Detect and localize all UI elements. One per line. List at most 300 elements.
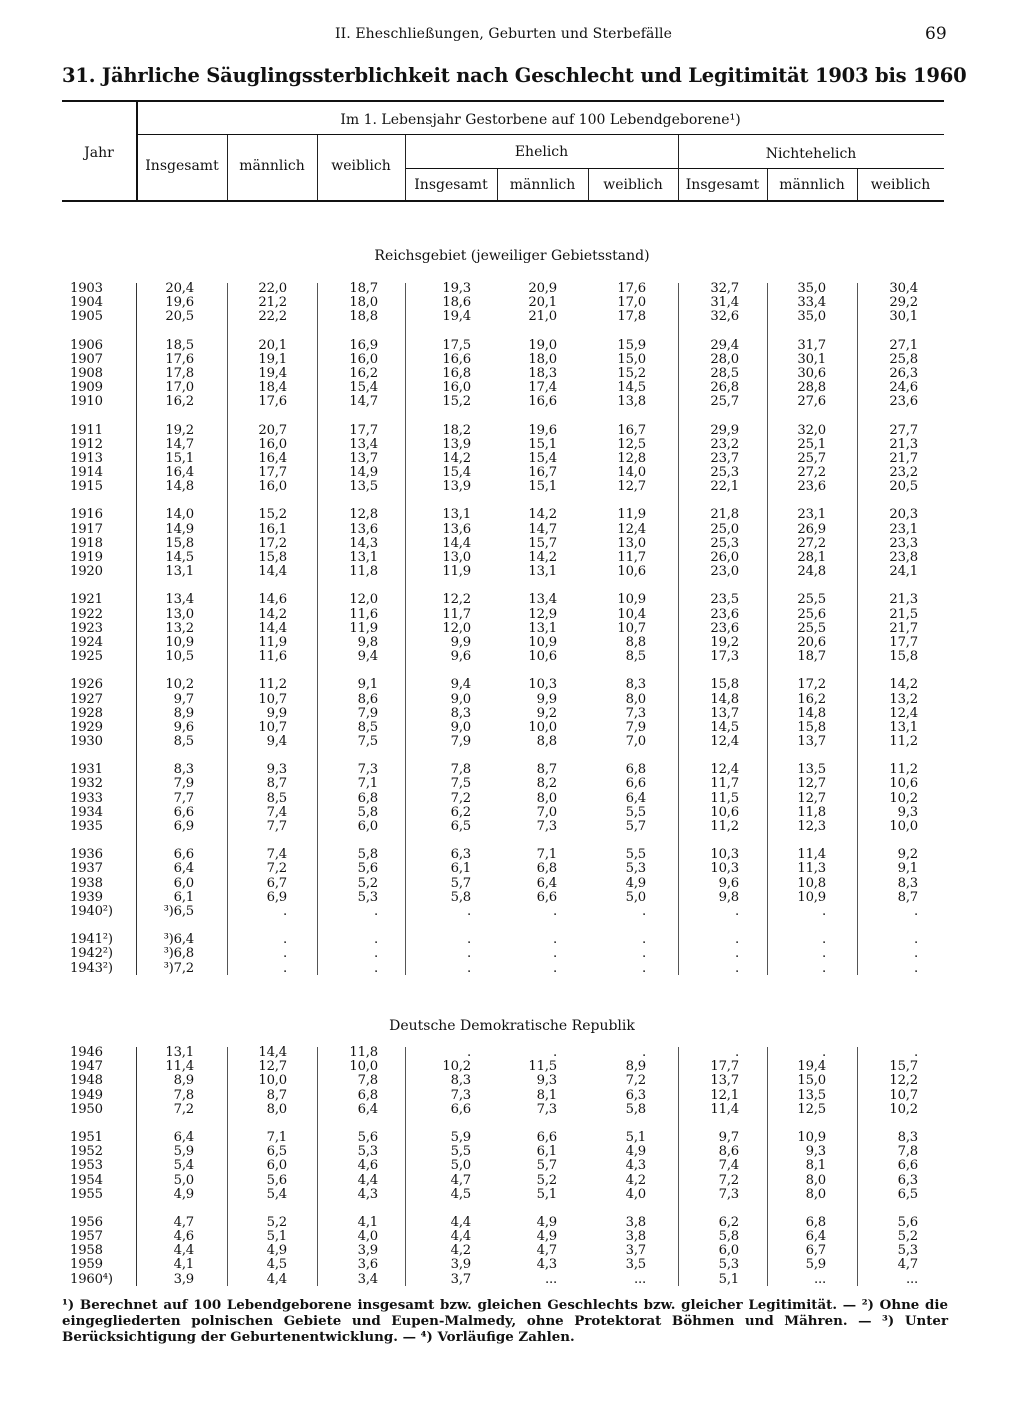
cell-year: 1903	[70, 281, 103, 296]
cell-ehelich-weiblich: 5,8	[625, 1101, 646, 1117]
cell-year: 1914	[70, 465, 103, 481]
cell-ehelich-weiblich: 3,5	[625, 1257, 646, 1273]
column-rule	[136, 283, 137, 975]
cell-ehelich-maennlich: 8,2	[536, 776, 557, 792]
cell-ehelich-weiblich: 15,9	[617, 337, 646, 353]
group-gap	[308, 664, 378, 678]
cell-nichtehelich-maennlich: 12,5	[797, 1101, 826, 1117]
cell-ehelich-insgesamt: 19,3	[442, 281, 471, 296]
group-gap	[124, 579, 194, 593]
cell-year: 1950	[70, 1101, 103, 1117]
cell-nichtehelich-maennlich: .	[822, 946, 826, 962]
cell-year: 1909	[70, 380, 103, 396]
column-rule	[857, 283, 858, 975]
cell-weiblich: 11,6	[349, 606, 378, 622]
cell-nichtehelich-weiblich: 13,2	[889, 691, 918, 707]
cell-insgesamt: 14,5	[165, 550, 194, 565]
cell-maennlich: 20,1	[258, 337, 287, 353]
cell-maennlich: 8,5	[266, 790, 287, 806]
cell-year: 1918	[70, 535, 103, 551]
cell-weiblich: 6,8	[357, 790, 378, 806]
cell-maennlich: 7,4	[266, 847, 287, 863]
cell-year: 1911	[70, 422, 103, 438]
cell-ehelich-insgesamt: 18,2	[442, 422, 471, 438]
cell-year: 1907	[70, 351, 103, 367]
cell-nichtehelich-maennlich: 9,3	[805, 1144, 826, 1160]
cell-nichtehelich-weiblich: 21,3	[889, 436, 918, 452]
cell-nichtehelich-maennlich: 10,8	[797, 875, 826, 891]
group-gap	[576, 579, 646, 593]
cell-nichtehelich-maennlich: 15,8	[797, 719, 826, 735]
cell-nichtehelich-weiblich: 24,6	[889, 380, 918, 396]
column-rule	[227, 1047, 228, 1286]
cell-nichtehelich-weiblich: 27,1	[889, 337, 918, 353]
cell-nichtehelich-insgesamt: 6,0	[718, 1243, 739, 1259]
cell-weiblich: 13,1	[349, 550, 378, 565]
cell-insgesamt: 3,9	[173, 1271, 194, 1287]
cell-ehelich-weiblich: 12,8	[617, 450, 646, 466]
header-insgesamt: Insgesamt	[145, 158, 219, 174]
group-gap	[124, 1117, 194, 1131]
cell-year: 1959	[70, 1257, 103, 1273]
cell-ehelich-insgesamt: 17,5	[442, 337, 471, 353]
cell-year: 1952	[70, 1144, 103, 1160]
cell-nichtehelich-maennlich: 18,7	[797, 649, 826, 665]
group-gap	[124, 1202, 194, 1216]
cell-ehelich-weiblich: 3,8	[625, 1229, 646, 1245]
cell-nichtehelich-insgesamt: 12,4	[710, 734, 739, 750]
cell-weiblich: 4,1	[357, 1214, 378, 1230]
column-rule	[857, 1047, 858, 1286]
cell-year: 1906	[70, 337, 103, 353]
cell-maennlich: 15,2	[258, 507, 287, 523]
cell-ehelich-insgesamt: 3,9	[450, 1257, 471, 1273]
cell-maennlich: .	[283, 960, 287, 976]
cell-maennlich: 17,7	[258, 465, 287, 481]
cell-year: 1935	[70, 819, 103, 834]
cell-ehelich-insgesamt: 7,5	[450, 776, 471, 792]
group-gap	[487, 919, 557, 933]
cell-insgesamt: 13,4	[165, 592, 194, 608]
cell-ehelich-insgesamt: 4,5	[450, 1186, 471, 1202]
cell-insgesamt: 16,4	[165, 465, 194, 481]
cell-ehelich-insgesamt: .	[467, 946, 471, 962]
section-label-ddr: Deutsche Demokratische Republik	[389, 1018, 635, 1034]
cell-maennlich: 14,4	[258, 620, 287, 636]
cell-ehelich-insgesamt: 9,0	[450, 719, 471, 735]
cell-nichtehelich-insgesamt: .	[735, 946, 739, 962]
group-gap	[487, 494, 557, 508]
group-gap	[487, 664, 557, 678]
cell-ehelich-weiblich: 10,4	[617, 606, 646, 622]
cell-nichtehelich-maennlich: 30,6	[797, 365, 826, 381]
cell-year: 1942²)	[70, 946, 113, 962]
cell-insgesamt: 8,9	[173, 705, 194, 721]
cell-year: 1943²)	[70, 960, 113, 976]
cell-insgesamt: 9,6	[173, 719, 194, 735]
cell-maennlich: .	[283, 946, 287, 962]
cell-insgesamt: 8,9	[173, 1073, 194, 1089]
cell-ehelich-weiblich: 13,0	[617, 535, 646, 551]
cell-nichtehelich-maennlich: 14,8	[797, 705, 826, 721]
cell-year: 1947	[70, 1059, 103, 1075]
cell-ehelich-weiblich: 7,9	[625, 719, 646, 735]
cell-nichtehelich-weiblich: 10,7	[889, 1087, 918, 1103]
column-weiblich	[308, 282, 378, 976]
header-weiblich: weiblich	[331, 158, 391, 174]
group-gap	[669, 494, 739, 508]
cell-maennlich: 7,7	[266, 819, 287, 834]
cell-year: 1904	[70, 295, 103, 311]
column-ehelich-insgesamt	[401, 282, 471, 976]
cell-ehelich-maennlich: 20,1	[528, 295, 557, 311]
cell-nichtehelich-maennlich: 10,9	[797, 1129, 826, 1145]
column-nichtehelich-weiblich	[848, 282, 918, 976]
cell-year: 1925	[70, 649, 103, 665]
group-gap	[308, 749, 378, 763]
cell-year: 1919	[70, 550, 103, 565]
column-ehelich-maennlich	[487, 1046, 557, 1287]
cell-nichtehelich-weiblich: 11,2	[889, 762, 918, 778]
cell-nichtehelich-maennlich: ...	[814, 1271, 826, 1287]
footnotes	[62, 1297, 948, 1345]
cell-nichtehelich-weiblich: 8,3	[897, 875, 918, 891]
group-gap	[308, 410, 378, 424]
cell-ehelich-weiblich: 8,3	[625, 677, 646, 693]
cell-nichtehelich-insgesamt: 28,5	[710, 365, 739, 381]
cell-insgesamt: 10,9	[165, 634, 194, 650]
cell-year: 1946	[70, 1045, 103, 1060]
cell-ehelich-weiblich: 3,8	[625, 1214, 646, 1230]
cell-ehelich-maennlich: 15,1	[528, 479, 557, 495]
cell-maennlich: 22,2	[258, 309, 287, 325]
cell-nichtehelich-weiblich: 21,3	[889, 592, 918, 608]
cell-ehelich-insgesamt: 10,2	[442, 1059, 471, 1075]
cell-weiblich: .	[374, 946, 378, 962]
cell-year: 1933	[70, 790, 103, 806]
cell-insgesamt: 8,5	[173, 734, 194, 750]
cell-ehelich-insgesamt: 13,0	[442, 550, 471, 565]
cell-maennlich: 21,2	[258, 295, 287, 311]
cell-year: 1953	[70, 1158, 103, 1174]
cell-nichtehelich-insgesamt: 10,3	[710, 847, 739, 863]
column-ehelich-insgesamt	[401, 1046, 471, 1287]
cell-ehelich-weiblich: 8,0	[625, 691, 646, 707]
group-gap	[401, 494, 471, 508]
cell-ehelich-insgesamt: 8,3	[450, 1073, 471, 1089]
cell-nichtehelich-maennlich: 25,5	[797, 592, 826, 608]
cell-year: 1929	[70, 719, 103, 735]
cell-weiblich: 7,3	[357, 762, 378, 778]
cell-nichtehelich-insgesamt: 13,7	[710, 1073, 739, 1089]
cell-ehelich-weiblich: 10,7	[617, 620, 646, 636]
group-gap	[124, 410, 194, 424]
cell-maennlich: 4,5	[266, 1257, 287, 1273]
cell-insgesamt: ³)6,5	[163, 903, 194, 919]
cell-nichtehelich-weiblich: .	[914, 1045, 918, 1060]
cell-nichtehelich-weiblich: 21,7	[889, 620, 918, 636]
cell-ehelich-insgesamt: 5,9	[450, 1129, 471, 1145]
cell-year: 1917	[70, 521, 103, 537]
column-rule	[405, 283, 406, 975]
section-label-reichsgebiet: Reichsgebiet (jeweiliger Gebietsstand)	[374, 248, 650, 264]
cell-ehelich-weiblich: 3,7	[625, 1243, 646, 1259]
cell-nichtehelich-maennlich: 23,1	[797, 507, 826, 523]
cell-ehelich-insgesamt: 5,8	[450, 889, 471, 905]
cell-ehelich-maennlich: 11,5	[528, 1059, 557, 1075]
cell-maennlich: 22,0	[258, 281, 287, 296]
cell-ehelich-insgesamt: 7,3	[450, 1087, 471, 1103]
cell-nichtehelich-maennlich: 25,5	[797, 620, 826, 636]
cell-ehelich-insgesamt: 7,8	[450, 762, 471, 778]
cell-ehelich-maennlich: 20,9	[528, 281, 557, 296]
cell-insgesamt: 4,9	[173, 1186, 194, 1202]
cell-nichtehelich-weiblich: 30,4	[889, 281, 918, 296]
cell-maennlich: 5,2	[266, 1214, 287, 1230]
cell-year: 1956	[70, 1214, 103, 1230]
cell-nichtehelich-insgesamt: 23,5	[710, 592, 739, 608]
cell-insgesamt: 6,6	[173, 847, 194, 863]
cell-weiblich: 7,8	[357, 1073, 378, 1089]
cell-insgesamt: 7,8	[173, 1087, 194, 1103]
cell-ehelich-maennlich: 16,7	[528, 465, 557, 481]
cell-weiblich: 4,0	[357, 1229, 378, 1245]
cell-nichtehelich-insgesamt: 21,8	[710, 507, 739, 523]
cell-insgesamt: 20,5	[165, 309, 194, 325]
cell-ehelich-insgesamt: 4,7	[450, 1172, 471, 1188]
cell-insgesamt: 5,9	[173, 1144, 194, 1160]
column-rule	[678, 1047, 679, 1286]
cell-ehelich-weiblich: 17,6	[617, 281, 646, 296]
cell-nichtehelich-weiblich: 24,1	[889, 564, 918, 580]
cell-nichtehelich-maennlich: .	[822, 903, 826, 919]
column-insgesamt	[124, 282, 194, 976]
cell-ehelich-maennlich: .	[553, 1045, 557, 1060]
cell-ehelich-maennlich: 8,1	[536, 1087, 557, 1103]
cell-maennlich: 11,2	[258, 677, 287, 693]
cell-ehelich-insgesamt: 9,9	[450, 634, 471, 650]
cell-nichtehelich-maennlich: 25,7	[797, 450, 826, 466]
cell-nichtehelich-maennlich: 11,3	[797, 861, 826, 877]
cell-nichtehelich-maennlich: 16,2	[797, 691, 826, 707]
cell-ehelich-maennlich: .	[553, 932, 557, 948]
cell-ehelich-weiblich: 17,8	[617, 309, 646, 325]
cell-ehelich-maennlich: 6,6	[536, 1129, 557, 1145]
cell-weiblich: 9,4	[357, 649, 378, 665]
cell-nichtehelich-maennlich: 24,8	[797, 564, 826, 580]
cell-nichtehelich-weiblich: 5,6	[897, 1214, 918, 1230]
cell-nichtehelich-maennlich: 8,0	[805, 1186, 826, 1202]
cell-ehelich-maennlich: 10,3	[528, 677, 557, 693]
cell-maennlich: 17,6	[258, 394, 287, 410]
group-gap	[124, 834, 194, 848]
cell-nichtehelich-insgesamt: 9,6	[718, 875, 739, 891]
cell-weiblich: 18,0	[349, 295, 378, 311]
cell-ehelich-maennlich: 7,3	[536, 819, 557, 834]
cell-maennlich: 9,3	[266, 762, 287, 778]
cell-maennlich: 4,9	[266, 1243, 287, 1259]
cell-maennlich: 10,7	[258, 719, 287, 735]
group-gap	[124, 325, 194, 339]
cell-maennlich: 19,1	[258, 351, 287, 367]
cell-ehelich-weiblich: 15,2	[617, 365, 646, 381]
cell-year: 1924	[70, 634, 103, 650]
cell-maennlich: 8,7	[266, 1087, 287, 1103]
cell-insgesamt: 14,0	[165, 507, 194, 523]
cell-nichtehelich-insgesamt: 14,8	[710, 691, 739, 707]
cell-nichtehelich-insgesamt: 32,6	[710, 309, 739, 325]
cell-nichtehelich-weiblich: 27,7	[889, 422, 918, 438]
cell-nichtehelich-insgesamt: 14,5	[710, 719, 739, 735]
cell-ehelich-maennlich: 5,7	[536, 1158, 557, 1174]
cell-weiblich: 11,8	[349, 564, 378, 580]
cell-nichtehelich-weiblich: 10,6	[889, 776, 918, 792]
cell-ehelich-weiblich: 11,9	[617, 507, 646, 523]
cell-year: 1948	[70, 1073, 103, 1089]
cell-nichtehelich-maennlich: 35,0	[797, 309, 826, 325]
cell-weiblich: 15,4	[349, 380, 378, 396]
cell-year: 1910	[70, 394, 103, 410]
cell-ehelich-maennlich: 8,0	[536, 790, 557, 806]
cell-nichtehelich-weiblich: 23,6	[889, 394, 918, 410]
group-gap	[70, 919, 113, 933]
cell-maennlich: 14,6	[258, 592, 287, 608]
cell-weiblich: 6,0	[357, 819, 378, 834]
cell-nichtehelich-maennlich: 20,6	[797, 634, 826, 650]
cell-nichtehelich-maennlich: 28,8	[797, 380, 826, 396]
group-gap	[401, 1117, 471, 1131]
cell-maennlich: 8,0	[266, 1101, 287, 1117]
group-gap	[308, 834, 378, 848]
cell-insgesamt: 11,4	[165, 1059, 194, 1075]
header-nichtehelich-maennlich: männlich	[779, 177, 845, 193]
cell-weiblich: 6,4	[357, 1101, 378, 1117]
cell-maennlich: 9,9	[266, 705, 287, 721]
cell-year: 1922	[70, 606, 103, 622]
cell-nichtehelich-maennlich: 13,7	[797, 734, 826, 750]
cell-weiblich: .	[374, 903, 378, 919]
group-gap	[669, 410, 739, 424]
cell-nichtehelich-maennlich: 6,4	[805, 1229, 826, 1245]
cell-maennlich: 18,4	[258, 380, 287, 396]
cell-ehelich-weiblich: .	[642, 932, 646, 948]
cell-ehelich-insgesamt: 9,0	[450, 691, 471, 707]
cell-year: 1920	[70, 564, 103, 580]
group-gap	[669, 834, 739, 848]
group-gap	[308, 919, 378, 933]
cell-weiblich: 10,0	[349, 1059, 378, 1075]
cell-nichtehelich-maennlich: 30,1	[797, 351, 826, 367]
column-nichtehelich-weiblich	[848, 1046, 918, 1287]
cell-nichtehelich-weiblich: 20,5	[889, 479, 918, 495]
cell-weiblich: 6,8	[357, 1087, 378, 1103]
cell-insgesamt: 7,7	[173, 790, 194, 806]
cell-insgesamt: 20,4	[165, 281, 194, 296]
cell-ehelich-weiblich: 12,7	[617, 479, 646, 495]
group-gap	[848, 664, 918, 678]
cell-ehelich-insgesamt: .	[467, 960, 471, 976]
cell-weiblich: 3,4	[357, 1271, 378, 1287]
cell-insgesamt: 6,1	[173, 889, 194, 905]
cell-nichtehelich-insgesamt: 11,7	[710, 776, 739, 792]
cell-weiblich: 4,3	[357, 1186, 378, 1202]
cell-ehelich-weiblich: 11,7	[617, 550, 646, 565]
super-header-rule	[137, 134, 944, 135]
cell-ehelich-weiblich: 16,7	[617, 422, 646, 438]
cell-weiblich: 7,1	[357, 776, 378, 792]
cell-nichtehelich-maennlich: 11,8	[797, 804, 826, 820]
cell-nichtehelich-maennlich: 5,9	[805, 1257, 826, 1273]
cell-year: 1960⁴)	[70, 1271, 113, 1287]
cell-weiblich: 13,4	[349, 436, 378, 452]
cell-insgesamt: 13,2	[165, 620, 194, 636]
group-gap	[487, 579, 557, 593]
cell-year: 1905	[70, 309, 103, 325]
cell-insgesamt: 13,1	[165, 564, 194, 580]
column-insgesamt	[124, 1046, 194, 1287]
cell-nichtehelich-insgesamt: .	[735, 903, 739, 919]
cell-year: 1915	[70, 479, 103, 495]
group-gap	[576, 749, 646, 763]
group-gap	[576, 494, 646, 508]
cell-ehelich-maennlich: 13,1	[528, 620, 557, 636]
cell-ehelich-weiblich: .	[642, 960, 646, 976]
cell-nichtehelich-insgesamt: 23,6	[710, 620, 739, 636]
cell-nichtehelich-weiblich: 6,5	[897, 1186, 918, 1202]
cell-ehelich-maennlich: 5,2	[536, 1172, 557, 1188]
cell-nichtehelich-insgesamt: .	[735, 932, 739, 948]
cell-weiblich: 5,3	[357, 1144, 378, 1160]
cell-nichtehelich-insgesamt: 5,1	[718, 1271, 739, 1287]
column-year	[70, 282, 113, 976]
header-maennlich: männlich	[239, 158, 305, 174]
cell-nichtehelich-insgesamt: 17,7	[710, 1059, 739, 1075]
cell-nichtehelich-insgesamt: 5,8	[718, 1229, 739, 1245]
cell-nichtehelich-weiblich: 10,2	[889, 1101, 918, 1117]
group-gap	[669, 1117, 739, 1131]
cell-nichtehelich-insgesamt: 15,8	[710, 677, 739, 693]
cell-ehelich-weiblich: 6,6	[625, 776, 646, 792]
cell-ehelich-weiblich: 14,0	[617, 465, 646, 481]
cell-ehelich-insgesamt: 11,9	[442, 564, 471, 580]
group-gap	[70, 325, 113, 339]
cell-weiblich: 7,5	[357, 734, 378, 750]
cell-nichtehelich-weiblich: 21,7	[889, 450, 918, 466]
cell-insgesamt: 15,1	[165, 450, 194, 466]
cell-ehelich-insgesamt: 6,3	[450, 847, 471, 863]
cell-nichtehelich-insgesamt: 23,2	[710, 436, 739, 452]
cell-ehelich-weiblich: 6,4	[625, 790, 646, 806]
cell-ehelich-maennlich: 15,4	[528, 450, 557, 466]
group-gap	[487, 1117, 557, 1131]
cell-nichtehelich-weiblich: 9,1	[897, 861, 918, 877]
group-gap	[308, 494, 378, 508]
cell-nichtehelich-maennlich: 25,6	[797, 606, 826, 622]
group-gap	[576, 664, 646, 678]
cell-nichtehelich-weiblich: 10,2	[889, 790, 918, 806]
cell-nichtehelich-weiblich: 26,3	[889, 365, 918, 381]
cell-year: 1921	[70, 592, 103, 608]
cell-maennlich: .	[283, 903, 287, 919]
cell-ehelich-insgesamt: 6,6	[450, 1101, 471, 1117]
cell-maennlich: 6,5	[266, 1144, 287, 1160]
cell-nichtehelich-weiblich: 9,3	[897, 804, 918, 820]
cell-ehelich-insgesamt: 12,2	[442, 592, 471, 608]
cell-year: 1958	[70, 1243, 103, 1259]
cell-nichtehelich-weiblich: 9,2	[897, 847, 918, 863]
cell-nichtehelich-insgesamt: 29,4	[710, 337, 739, 353]
cell-ehelich-weiblich: 4,3	[625, 1158, 646, 1174]
